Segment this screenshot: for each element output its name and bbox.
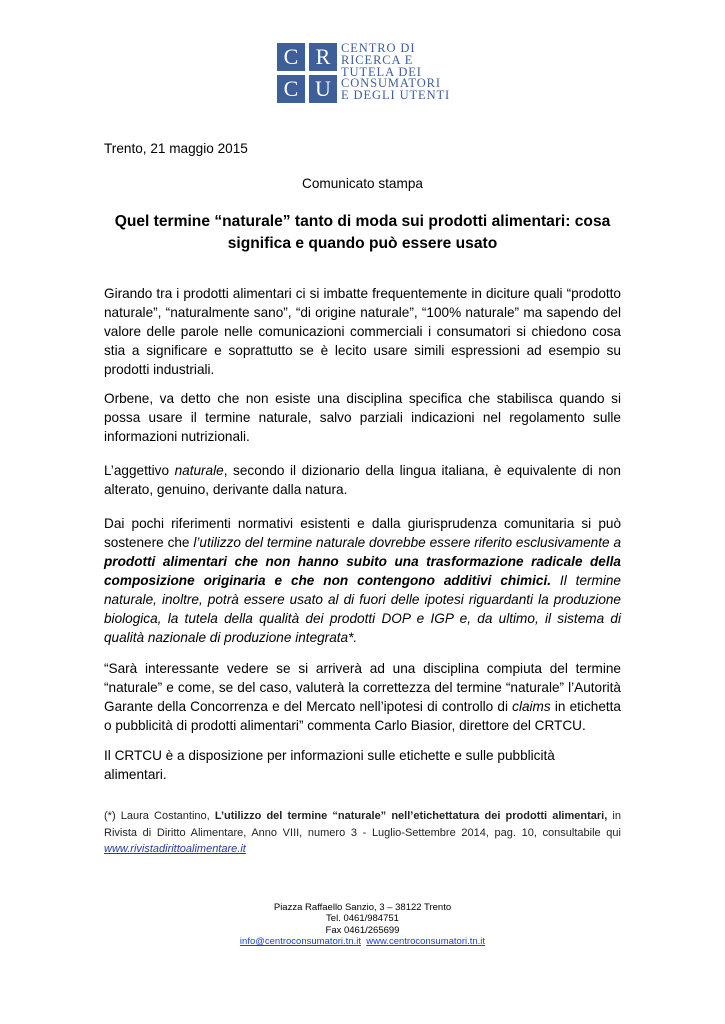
footnote-text: in Rivista di Diritto Alimentare, Anno VIII, numero 3 - Luglio-Settembre 2014, pag. 10, consultabile qui bbox=[104, 810, 621, 839]
logo-letter: R bbox=[315, 44, 331, 69]
footer-contacts bbox=[0, 936, 725, 947]
footer-tel: Tel. 0461/984751 bbox=[326, 913, 399, 925]
paragraph-1: Girando tra i prodotti alimentari ci si imbatte frequentemente in diciture quali “prodotto naturale”, “naturalmente sano”, “di origine naturale”, “100% naturale” ma sapendo del valore delle parole nelle comunicazioni commerciali i consumatori si chiedono cosa stia a significare e soprattutto se è lecito usare simili espressioni ad esempio su prodotti industriali. bbox=[104, 286, 621, 377]
footnote-link[interactable]: www.rivistadirittoalimentare.it bbox=[104, 843, 246, 855]
page-footer bbox=[0, 902, 725, 948]
text-span: Dai pochi riferimenti normativi esistenti e dalla giurisprudenza comunitaria si può sostenere che bbox=[104, 516, 621, 550]
footer-fax: Fax 0461/265699 bbox=[325, 924, 400, 936]
paragraph-2: Orbene, va detto che non esiste una disciplina specifica che stabilisca quando si possa usare il termine naturale, salvo parziali indicazioni nel regolamento sulle informazioni nutrizionali. bbox=[104, 391, 621, 444]
page-title bbox=[104, 211, 621, 255]
italic-term: naturale bbox=[174, 463, 224, 478]
footnote bbox=[104, 808, 621, 858]
footnote-prefix: (*) Laura Costantino, bbox=[104, 810, 215, 822]
website-link[interactable]: www.centroconsumatori.tn.it bbox=[366, 936, 486, 948]
paragraph-4 bbox=[104, 514, 621, 647]
text-span: in etichetta o pubblicità di prodotti alimentari” commenta Carlo Biasior, direttore del CRTCU. bbox=[104, 699, 621, 733]
title-line: significa e quando può essere usato bbox=[227, 235, 498, 252]
text-span: L’aggettivo bbox=[104, 463, 175, 478]
logo-line: RICERCA E bbox=[341, 52, 414, 67]
logo-line: CENTRO DI bbox=[341, 41, 416, 55]
logo-line: CONSUMATORI bbox=[341, 76, 441, 91]
logo-emblem bbox=[277, 43, 337, 103]
logo-line: TUTELA DEI bbox=[341, 64, 422, 79]
title-line: Quel termine “naturale” tanto di moda sui prodotti alimentari: cosa bbox=[114, 213, 611, 230]
press-release-date: Trento, 21 maggio 2015 bbox=[104, 141, 248, 156]
press-release-label: Comunicato stampa bbox=[302, 176, 423, 191]
logo-letter: U bbox=[315, 76, 331, 101]
paragraph-3 bbox=[104, 461, 621, 499]
italic-term: claims bbox=[512, 699, 551, 714]
italic-text: l’utilizzo del termine naturale dovrebbe essere riferito esclusivamente a bbox=[193, 535, 621, 550]
italic-text: Il termine naturale, inoltre, potrà essere usato al di fuori delle ipotesi riguardanti la produzione biologica, la tutela della qualità dei prodotti DOP e IGP e, da ultimo, il sistema di qualità nazionale di produzione integrata*. bbox=[104, 573, 621, 645]
logo-wordmark bbox=[341, 43, 449, 102]
bold-italic-text: prodotti alimentari che non hanno subito una trasformazione radicale della composizione originaria e che non contengono additivi chimici. bbox=[104, 554, 621, 588]
text-span: , secondo il dizionario della lingua italiana, è equivalente di non alterato, genuino, derivante dalla natura. bbox=[104, 463, 621, 497]
email-link[interactable]: info@centroconsumatori.tn.it bbox=[239, 936, 361, 948]
paragraph-6: Il CRTCU è a disposizione per informazioni sulle etichette e sulle pubblicità alimentari. bbox=[104, 748, 555, 782]
paragraph-5 bbox=[104, 659, 621, 735]
crtcu-logo bbox=[277, 43, 449, 103]
logo-line: E DEGLI UTENTI bbox=[341, 88, 451, 103]
logo-letter: C bbox=[283, 44, 299, 69]
footnote-article-title: L’utilizzo del termine “naturale” nell’etichettatura dei prodotti alimentari, bbox=[214, 810, 608, 822]
footer-address: Piazza Raffaello Sanzio, 3 – 38122 Trento bbox=[273, 902, 452, 913]
logo-letter: C bbox=[283, 76, 299, 101]
text-span: “Sarà interessante vedere se si arriverà ad una disciplina compiuta del termine “naturale” e come, se del caso, valuterà la correttezza del termine “naturale” l’Autorità Garante della Concorrenza e del Mercato nell’ipotesi di controllo di bbox=[104, 661, 621, 714]
